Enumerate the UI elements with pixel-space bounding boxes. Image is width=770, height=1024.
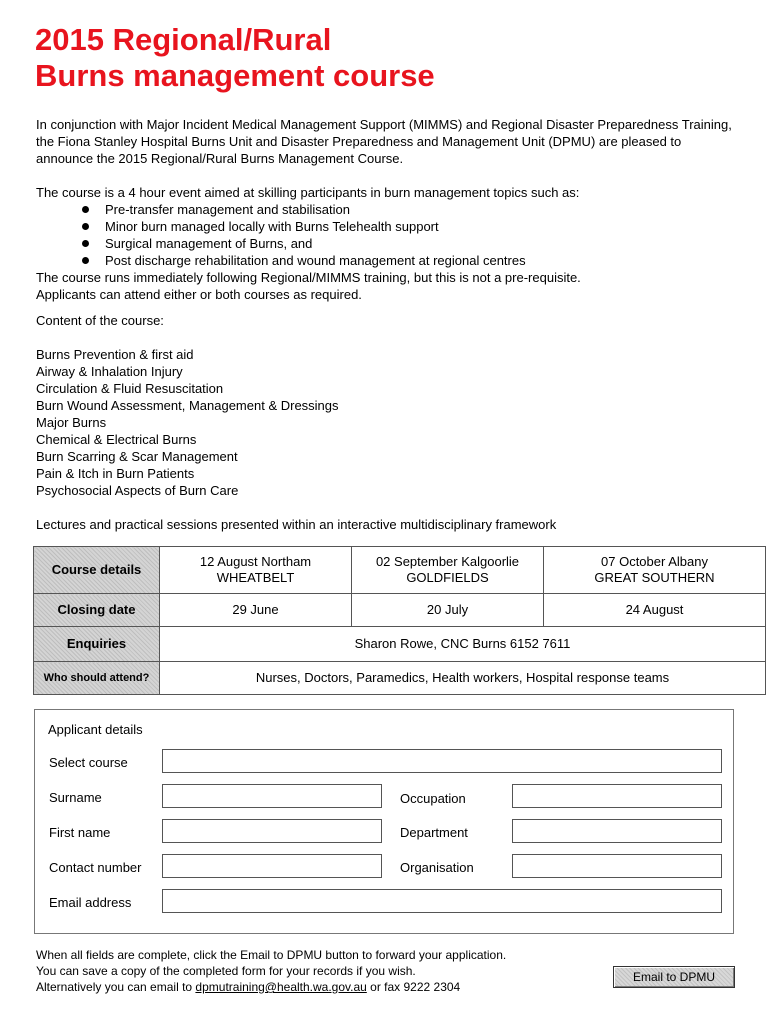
first-name-label: First name [49, 825, 111, 840]
department-input[interactable] [512, 819, 722, 843]
email-address-input[interactable] [162, 889, 722, 913]
occupation-input[interactable] [512, 784, 722, 808]
table-row [34, 627, 766, 662]
surname-input[interactable] [162, 784, 382, 808]
content-topic-list [36, 346, 736, 499]
bullet-item: Post discharge rehabilitation and wound management at regional centres [36, 252, 736, 269]
course-cell-kalgoorlie [352, 547, 544, 594]
applicant-details-heading: Applicant details [48, 722, 143, 737]
alt-email-prefix: Alternatively you can email to [36, 980, 196, 994]
course-region: GOLDFIELDS [406, 570, 489, 585]
table-row [34, 594, 766, 627]
title-line-1: 2015 Regional/Rural [35, 22, 332, 57]
select-course-label: Select course [49, 755, 128, 770]
bullet-item: Minor burn managed locally with Burns Telehealth support [36, 218, 736, 235]
contact-number-input[interactable] [162, 854, 382, 878]
course-summary: The course is a 4 hour event aimed at skilling participants in burn management topics such as: [36, 185, 580, 200]
table-row [34, 662, 766, 695]
table-row [34, 547, 766, 594]
lectures-note: Lectures and practical sessions presented within an interactive multidisciplinary framework [36, 517, 557, 532]
topic-item: Major Burns [36, 415, 107, 430]
page-title [35, 22, 435, 94]
content-heading: Content of the course: [36, 313, 164, 328]
attendance-note: Applicants can attend either or both courses as required. [36, 287, 362, 302]
applicant-details-form [34, 709, 734, 934]
submission-instructions [36, 947, 506, 995]
email-address-label: Email address [49, 895, 132, 910]
email-to-dpmu-button[interactable]: Email to DPMU [613, 966, 735, 988]
contact-number-label: Contact number [49, 860, 142, 875]
topic-bullet-list [36, 201, 736, 269]
who-should-attend-value: Nurses, Doctors, Paramedics, Health workers, Hospital response teams [160, 662, 766, 695]
topic-item: Psychosocial Aspects of Burn Care [36, 483, 239, 498]
course-date: 12 August Northam [199, 554, 312, 569]
closing-date-value: 20 July [352, 594, 544, 627]
organisation-label: Organisation [400, 860, 474, 875]
intro-paragraph: In conjunction with Major Incident Medical Management Support (MIMMS) and Regional Disaster Preparedness Training, the Fiona Stanley Hospital Burns Unit and Disaster Preparedness and Management Unit (DPMU) are pleased to announce the 2015 Regional/Rural Burns Management Course. [36, 117, 732, 166]
instruction-line: You can save a copy of the completed form for your records if you wish. [36, 964, 416, 978]
course-description [36, 116, 736, 533]
course-date: 07 October Albany [601, 554, 708, 569]
instruction-line: When all fields are complete, click the Email to DPMU button to forward your application. [36, 948, 507, 962]
bullet-item: Surgical management of Burns, and [36, 235, 736, 252]
course-cell-albany [544, 547, 766, 594]
who-should-attend-label: Who should attend? [34, 662, 160, 695]
topic-item: Burn Wound Assessment, Management & Dressings [36, 398, 339, 413]
first-name-input[interactable] [162, 819, 382, 843]
course-region: WHEATBELT [216, 570, 295, 585]
organisation-input[interactable] [512, 854, 722, 878]
surname-label: Surname [49, 790, 102, 805]
title-line-2: Burns management course [35, 58, 435, 93]
course-date: 02 September Kalgoorlie [375, 554, 520, 569]
topic-item: Airway & Inhalation Injury [36, 364, 183, 379]
closing-date-value: 24 August [544, 594, 766, 627]
course-details-label: Course details [34, 547, 160, 594]
bullet-item: Pre-transfer management and stabilisation [36, 201, 736, 218]
occupation-label: Occupation [400, 791, 466, 806]
topic-item: Circulation & Fluid Resuscitation [36, 381, 224, 396]
closing-date-value: 29 June [160, 594, 352, 627]
course-region: GREAT SOUTHERN [594, 570, 715, 585]
topic-item: Chemical & Electrical Burns [36, 432, 197, 447]
department-label: Department [400, 825, 468, 840]
course-details-table [33, 546, 766, 695]
instruction-line [36, 979, 506, 995]
topic-item: Pain & Itch in Burn Patients [36, 466, 195, 481]
alt-fax-suffix: or fax 9222 2304 [366, 980, 461, 994]
course-cell-northam [160, 547, 352, 594]
closing-date-label: Closing date [34, 594, 160, 627]
prerequisite-note: The course runs immediately following Regional/MIMMS training, but this is not a pre-requisite. [36, 270, 581, 285]
select-course-input[interactable] [162, 749, 722, 773]
topic-item: Burns Prevention & first aid [36, 347, 194, 362]
enquiries-label: Enquiries [34, 627, 160, 662]
enquiries-value: Sharon Rowe, CNC Burns 6152 7611 [160, 627, 766, 662]
dpmu-email-link[interactable]: dpmutraining@health.wa.gov.au [195, 980, 367, 994]
topic-item: Burn Scarring & Scar Management [36, 449, 238, 464]
